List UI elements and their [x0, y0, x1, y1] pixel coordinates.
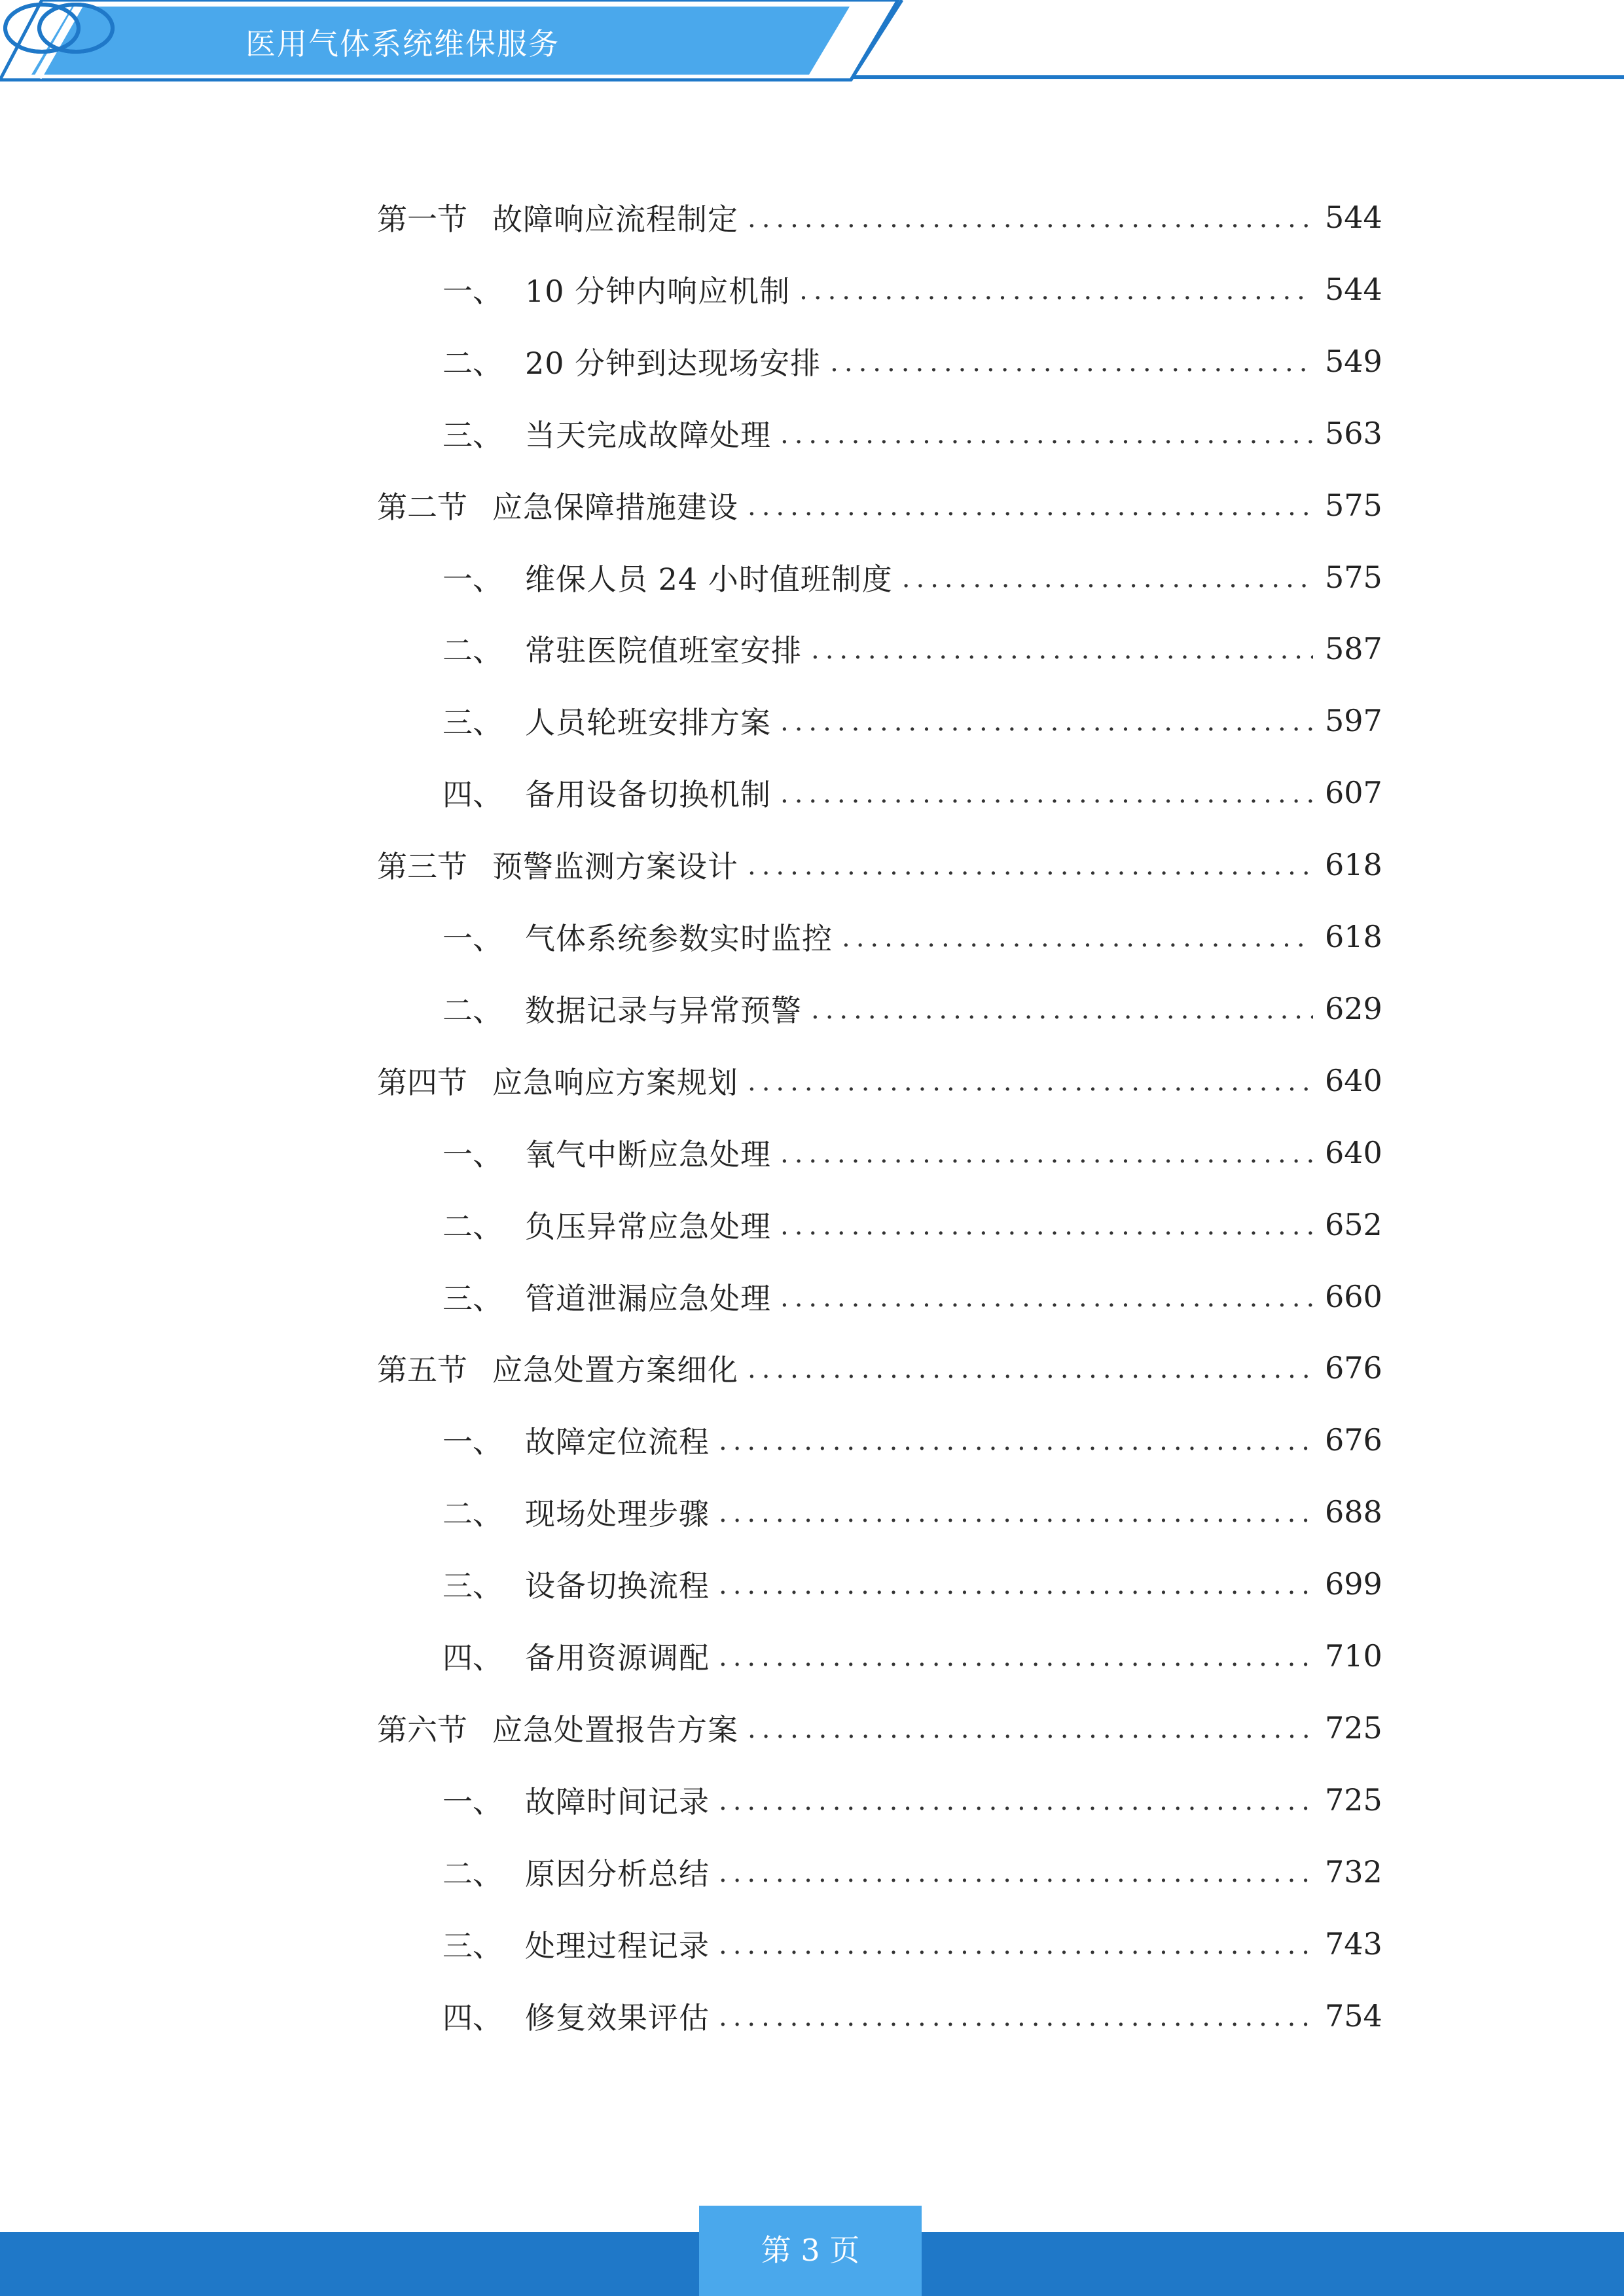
toc-entry-number: 二、 — [442, 993, 503, 1028]
toc-subsection-row[interactable] — [442, 766, 1382, 819]
toc-entry-number: 四、 — [442, 1640, 503, 1676]
toc-entry-title: 20 分钟到达现场安排 — [525, 346, 821, 381]
toc-entry-title: 应急处置报告方案 — [492, 1712, 738, 1748]
toc-section-row[interactable] — [377, 191, 1382, 243]
toc-entry-number: 第二节 — [377, 490, 467, 525]
toc-subsection-row[interactable] — [442, 1126, 1382, 1179]
toc-entry-title: 应急处置方案细化 — [492, 1352, 738, 1388]
toc-page-number: 725 — [1325, 1710, 1382, 1746]
toc-page-number: 563 — [1325, 416, 1382, 451]
toc-page-number: 710 — [1325, 1638, 1382, 1674]
toc-entry-number: 三、 — [442, 418, 503, 453]
toc-page-number: 629 — [1325, 991, 1382, 1026]
page-header — [0, 0, 1624, 85]
toc-dot-leader — [748, 1714, 1313, 1744]
toc-entry-title: 10 分钟内响应机制 — [525, 274, 791, 309]
toc-entry-title: 应急保障措施建设 — [492, 490, 738, 525]
toc-entry-number: 第六节 — [377, 1712, 467, 1748]
toc-page-number: 640 — [1325, 1063, 1382, 1098]
toc-entry-title: 现场处理步骤 — [525, 1496, 710, 1532]
toc-entry-number: 第三节 — [377, 849, 467, 884]
toc-entry-number: 第一节 — [377, 202, 467, 237]
toc-dot-leader — [842, 923, 1313, 953]
toc-dot-leader — [748, 851, 1313, 881]
toc-entry-number: 三、 — [442, 1281, 503, 1316]
toc-page-number: 607 — [1325, 775, 1382, 810]
toc-entry-title: 修复效果评估 — [525, 2000, 710, 2036]
toc-page-number: 699 — [1325, 1566, 1382, 1602]
page-number: 第 3 页 — [761, 2233, 860, 2268]
toc-entry-title: 常驻医院值班室安排 — [525, 633, 802, 668]
toc-section-row[interactable] — [377, 838, 1382, 891]
toc-dot-leader — [780, 420, 1313, 450]
toc-page-number: 597 — [1325, 703, 1382, 738]
toc-entry-title: 应急响应方案规划 — [492, 1065, 738, 1100]
toc-dot-leader — [719, 1498, 1313, 1528]
toc-dot-leader — [780, 1139, 1313, 1169]
toc-section-row[interactable] — [377, 1702, 1382, 1754]
toc-subsection-row[interactable] — [442, 1414, 1382, 1466]
toc-section-row[interactable] — [377, 479, 1382, 531]
toc-entry-number: 三、 — [442, 705, 503, 740]
toc-page-number: 732 — [1325, 1854, 1382, 1890]
toc-dot-leader — [748, 204, 1313, 234]
toc-page-number: 660 — [1325, 1279, 1382, 1314]
toc-subsection-row[interactable] — [442, 1198, 1382, 1251]
toc-page-number: 652 — [1325, 1207, 1382, 1242]
toc-entry-title: 维保人员 24 小时值班制度 — [525, 562, 893, 597]
toc-entry-number: 三、 — [442, 1568, 503, 1604]
toc-dot-leader — [780, 707, 1313, 737]
toc-dot-leader — [799, 276, 1313, 306]
toc-entry-number: 二、 — [442, 1209, 503, 1244]
toc-entry-number: 三、 — [442, 1928, 503, 1964]
toc-entry-title: 人员轮班安排方案 — [525, 705, 771, 740]
toc-entry-title: 原因分析总结 — [525, 1856, 710, 1892]
toc-entry-title: 处理过程记录 — [525, 1928, 710, 1964]
toc-entry-title: 气体系统参数实时监控 — [525, 921, 833, 956]
toc-entry-number: 一、 — [442, 1784, 503, 1820]
toc-page-number: 688 — [1325, 1494, 1382, 1530]
toc-entry-number: 二、 — [442, 1856, 503, 1892]
toc-entry-title: 预警监测方案设计 — [492, 849, 738, 884]
toc-dot-leader — [811, 635, 1313, 665]
toc-dot-leader — [811, 995, 1313, 1025]
toc-entry-number: 一、 — [442, 1137, 503, 1172]
toc-subsection-row[interactable] — [442, 910, 1382, 963]
toc-dot-leader — [780, 1283, 1313, 1313]
toc-subsection-row[interactable] — [442, 335, 1382, 387]
toc-entry-number: 一、 — [442, 274, 503, 309]
toc-dot-leader — [719, 1786, 1313, 1816]
toc-dot-leader — [719, 1426, 1313, 1456]
toc-dot-leader — [748, 1067, 1313, 1097]
toc-entry-number: 四、 — [442, 777, 503, 812]
toc-dot-leader — [902, 564, 1313, 594]
toc-entry-number: 第五节 — [377, 1352, 467, 1388]
toc-page-number: 676 — [1325, 1422, 1382, 1458]
toc-dot-leader — [719, 1570, 1313, 1600]
header-title: 医用气体系统维保服务 — [245, 26, 560, 62]
toc-subsection-row[interactable] — [442, 1918, 1382, 1970]
toc-dot-leader — [719, 1858, 1313, 1888]
toc-entry-title: 当天完成故障处理 — [525, 418, 771, 453]
toc-page-number: 743 — [1325, 1926, 1382, 1962]
toc-entry-title: 氧气中断应急处理 — [525, 1137, 771, 1172]
toc-subsection-row[interactable] — [442, 1774, 1382, 1826]
toc-entry-title: 故障定位流程 — [525, 1424, 710, 1460]
toc-subsection-row[interactable] — [442, 1990, 1382, 2042]
toc-entry-number: 第四节 — [377, 1065, 467, 1100]
toc-subsection-row[interactable] — [442, 622, 1382, 675]
toc-subsection-row[interactable] — [442, 1270, 1382, 1323]
toc-subsection-row[interactable] — [442, 1486, 1382, 1538]
toc-page-number: 676 — [1325, 1350, 1382, 1386]
toc-page-number: 544 — [1325, 272, 1382, 307]
toc-page-number: 587 — [1325, 631, 1382, 666]
toc-dot-leader — [748, 1354, 1313, 1384]
toc-dot-leader — [719, 1642, 1313, 1672]
toc-subsection-row[interactable] — [442, 1558, 1382, 1610]
toc-dot-leader — [780, 779, 1313, 809]
toc-subsection-row[interactable] — [442, 263, 1382, 315]
toc-entry-title: 备用资源调配 — [525, 1640, 710, 1676]
toc-subsection-row[interactable] — [442, 694, 1382, 747]
toc-entry-number: 二、 — [442, 633, 503, 668]
toc-entry-number: 二、 — [442, 1496, 503, 1532]
toc-dot-leader — [719, 2002, 1313, 2032]
toc-section-row[interactable] — [377, 1054, 1382, 1107]
toc-section-row[interactable] — [377, 1342, 1382, 1394]
toc-entry-title: 设备切换流程 — [525, 1568, 710, 1604]
toc-entry-title: 负压异常应急处理 — [525, 1209, 771, 1244]
toc-page-number: 575 — [1325, 488, 1382, 523]
header-decoration — [0, 0, 1624, 85]
toc-page-number: 575 — [1325, 560, 1382, 595]
toc-entry-title: 备用设备切换机制 — [525, 777, 771, 812]
toc-page-number: 618 — [1325, 919, 1382, 954]
toc-dot-leader — [719, 1930, 1313, 1960]
toc-entry-number: 一、 — [442, 1424, 503, 1460]
toc-entry-title: 管道泄漏应急处理 — [525, 1281, 771, 1316]
toc-page-number: 640 — [1325, 1135, 1382, 1170]
toc-subsection-row[interactable] — [442, 982, 1382, 1035]
toc-page-number: 754 — [1325, 1998, 1382, 2034]
toc-page-number: 544 — [1325, 200, 1382, 235]
toc-dot-leader — [780, 1211, 1313, 1241]
toc-dot-leader — [748, 492, 1313, 522]
toc-entry-title: 故障时间记录 — [525, 1784, 710, 1820]
rings-logo-icon — [0, 0, 118, 56]
toc-subsection-row[interactable] — [442, 1630, 1382, 1682]
toc-page-number: 618 — [1325, 847, 1382, 882]
toc-page-number: 549 — [1325, 344, 1382, 379]
toc-entry-number: 一、 — [442, 562, 503, 597]
toc-subsection-row[interactable] — [442, 1846, 1382, 1898]
toc-entry-number: 二、 — [442, 346, 503, 381]
toc-entry-number: 一、 — [442, 921, 503, 956]
toc-dot-leader — [830, 348, 1313, 378]
toc-entry-title: 故障响应流程制定 — [492, 202, 738, 237]
toc-entry-title: 数据记录与异常预警 — [525, 993, 802, 1028]
toc-entry-number: 四、 — [442, 2000, 503, 2036]
toc-page-number: 725 — [1325, 1782, 1382, 1818]
toc-subsection-row[interactable] — [442, 407, 1382, 459]
toc-subsection-row[interactable] — [442, 551, 1382, 603]
